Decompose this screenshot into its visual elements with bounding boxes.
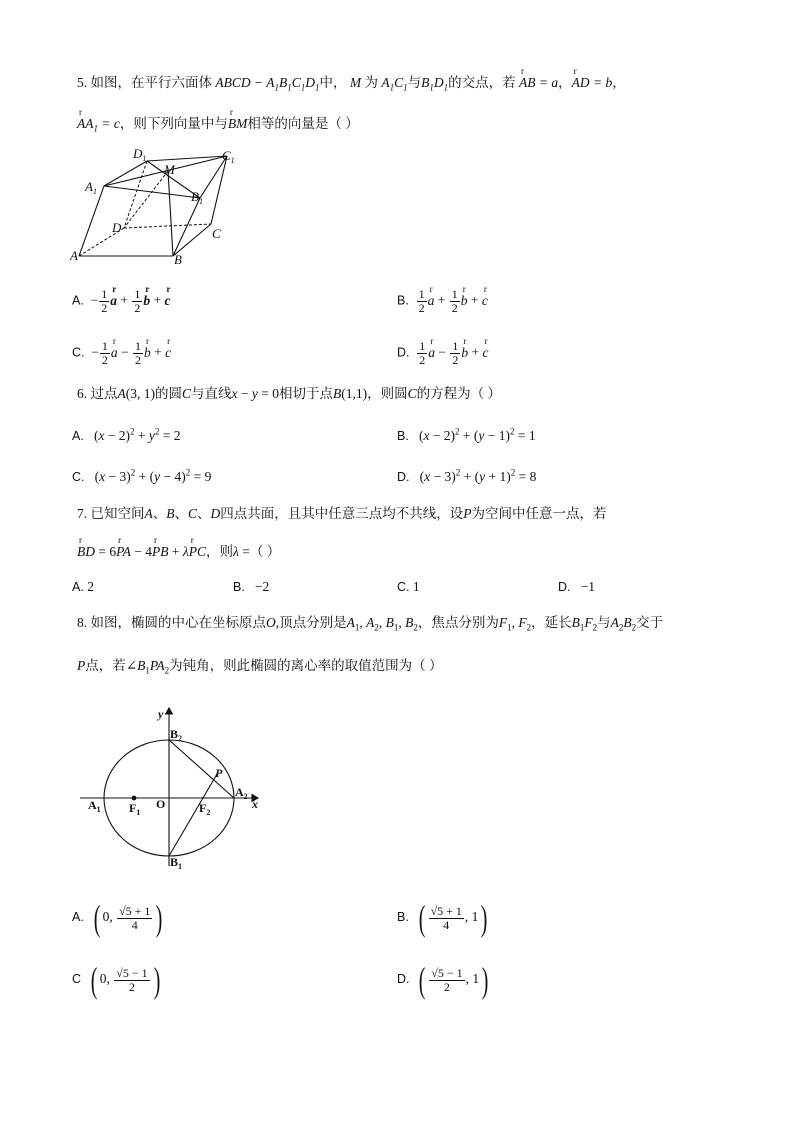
- q5-label-c1: $C_1$: [222, 148, 235, 165]
- q5-text: 相等的向量是（ ）: [247, 116, 359, 131]
- q5-option-a[interactable]: A. − $\frac{1}{2}$ r a + $\frac{1}{2}$ r b + r c: [72, 288, 170, 315]
- q6-text: ，则圆: [367, 386, 408, 401]
- option-value: −2: [254, 579, 270, 594]
- q7-text: 7. 已知空间: [77, 506, 145, 521]
- q7-option-b[interactable]: [233, 580, 269, 594]
- q6-option-d[interactable]: D. $(x - 3)^2 + (y + 1)^2 = 8$: [397, 467, 537, 484]
- q8-option-b[interactable]: B. ( $\frac{√5 + 1}{4}$ , 1): [397, 898, 488, 938]
- q5-label-d: D: [112, 220, 122, 235]
- option-letter: B.: [397, 429, 409, 443]
- q5-option-c[interactable]: C. − $\frac{1}{2}$ r a − $\frac{1}{2}$ r b + r c: [72, 340, 171, 367]
- option-value: −1: [580, 579, 595, 594]
- q5-label-d1: $D_1$: [133, 146, 147, 163]
- q5-label-a: A: [70, 248, 78, 263]
- q8-option-d[interactable]: D. ( $\frac{√5 - 1}{2}$ , 1): [397, 960, 489, 1000]
- option-letter: A.: [72, 910, 84, 925]
- option-letter: A.: [72, 293, 84, 308]
- q6-text: 与直线: [191, 386, 232, 401]
- q7-stem-line2: r BD = 6r PA − 4r PB + λr PC，则λ =（ ）: [77, 545, 280, 559]
- q5-stem-line1: 5. 如图，在平行六面体 ABCD − $A_1B_1C_1D_1$中， M 为 $A_1C_1$与$B_1D_1$的交点，若 r AB = a，r AD = b，: [77, 76, 626, 90]
- q8-text: 为钝角，则此椭圆的离心率的取值范围为（ ）: [169, 658, 443, 673]
- q8-text: 顶点分别是: [279, 615, 347, 630]
- q8-label-p: P: [215, 766, 223, 780]
- q8-label-f1: $F_1$: [129, 801, 141, 817]
- q8-text: 交于: [636, 615, 664, 630]
- option-letter: A.: [72, 429, 84, 443]
- q7-text: 为空间中任意一点，若: [471, 506, 607, 521]
- q8-stem-line2: P点，若$\angle B_1PA_2$为钝角，则此椭圆的离心率的取值范围为（ ）: [77, 658, 443, 676]
- option-letter: C.: [72, 345, 85, 360]
- q8-label-b2: $B_2$: [170, 727, 183, 743]
- q7-stem-line1: 7. 已知空间A、B、C、D四点共面，且其中任意三点均不共线，设P为空间中任意一点，若: [77, 506, 607, 521]
- option-value: 2: [87, 579, 94, 594]
- q7-option-c[interactable]: [397, 580, 420, 594]
- q8-label-o: O: [156, 797, 166, 811]
- q6-option-c[interactable]: C. $(x - 3)^2 + (y - 4)^2 = 9$: [72, 467, 212, 484]
- q8-label-b1: $B_1$: [170, 855, 183, 871]
- q8-label-f2: $F_2$: [199, 801, 211, 817]
- option-value: 1: [412, 579, 420, 594]
- q5-option-d[interactable]: D. $\frac{1}{2}$ r a − $\frac{1}{2}$ r b + r c: [397, 340, 489, 367]
- q5-text: 中，: [319, 75, 347, 90]
- q5-stem-text: 5. 如图，在平行六面体: [77, 75, 212, 90]
- q5-label-b1: $B_1$: [191, 189, 203, 206]
- q7-text: （ ）: [249, 544, 281, 559]
- q8-text: ，焦点分别为: [417, 615, 499, 630]
- option-letter: D.: [558, 580, 571, 594]
- q6-stem: 6. 过点A(3, 1)的圆C与直线x − y = 0相切于点B(1,1)，则圆C的方程为（ ）: [77, 386, 502, 401]
- q8-option-c[interactable]: C ( 0, $\frac{√5 - 1}{2}$ ): [72, 960, 160, 1000]
- q6-option-b[interactable]: B. $(x - 2)^2 + (y - 1)^2 = 1$: [397, 426, 536, 443]
- q8-text: 与: [597, 615, 611, 630]
- q5-parallelepiped-figure: [70, 146, 250, 268]
- option-letter: C: [72, 972, 82, 987]
- option-letter: D.: [397, 345, 410, 360]
- q8-stem-line1: 8. 如图，椭圆的中心在坐标原点O,顶点分别是$A_1$, $A_2$, $B_1$, $B_2$，焦点分别为$F_1$, $F_2$，延长$B_1F_2$与$A_2B_2$交于: [77, 615, 664, 633]
- q6-text: 相切于点: [279, 386, 334, 401]
- q8-label-a2: $A_2$: [235, 785, 248, 801]
- q7-option-a[interactable]: [72, 580, 94, 594]
- q5-text: ，则下列向量中与: [119, 116, 228, 131]
- q8-text: ，延长: [531, 615, 572, 630]
- q8-label-y: y: [158, 707, 164, 721]
- q5-text: 为: [364, 75, 379, 90]
- q6-text: 的圆: [155, 386, 182, 401]
- q8-option-a[interactable]: A. ( 0, $\frac{√5 + 1}{4}$ ): [72, 898, 163, 938]
- q5-text: 的交点，若: [448, 75, 516, 90]
- q5-option-b[interactable]: B. $\frac{1}{2}$ r a + $\frac{1}{2}$ r b + r c: [397, 288, 488, 315]
- q5-point-m: M: [349, 75, 362, 90]
- q8-label-x: x: [252, 797, 258, 811]
- option-letter: C.: [72, 470, 85, 484]
- q7-text: ，则: [206, 544, 234, 559]
- q8-text: 8. 如图，椭圆的中心在坐标原点: [77, 615, 266, 630]
- q5-stem-line2: r $AA_1 = c$，则下列向量中与r BM相等的向量是（ ）: [77, 117, 359, 131]
- option-letter: B.: [397, 293, 409, 308]
- option-letter: B.: [233, 580, 245, 594]
- q5-label-b: B: [174, 252, 182, 267]
- q8-ellipse-figure: [78, 700, 268, 872]
- q6-option-a[interactable]: A. $(x - 2)^2 + y^2 = 2$: [72, 426, 181, 443]
- q5-solid-name: ABCD: [215, 75, 251, 90]
- q7-text: 四点共面，且其中任意三点均不共线，设: [220, 506, 464, 521]
- q8-text: 点，若: [85, 658, 126, 673]
- q6-text: 的方程为（ ）: [416, 386, 502, 401]
- q5-text: 与: [407, 75, 422, 90]
- option-letter: B.: [397, 910, 409, 925]
- option-letter: A.: [72, 580, 84, 594]
- q6-text: 6. 过点: [77, 386, 118, 401]
- q5-label-c: C: [212, 226, 221, 241]
- q5-label-m: M: [164, 162, 175, 177]
- option-letter: C.: [397, 580, 410, 594]
- q5-label-a1: $A_1$: [85, 179, 97, 196]
- option-letter: D.: [397, 470, 410, 484]
- q7-option-d[interactable]: [558, 580, 595, 594]
- option-letter: D.: [397, 972, 410, 987]
- q8-label-a1: $A_1$: [88, 798, 101, 814]
